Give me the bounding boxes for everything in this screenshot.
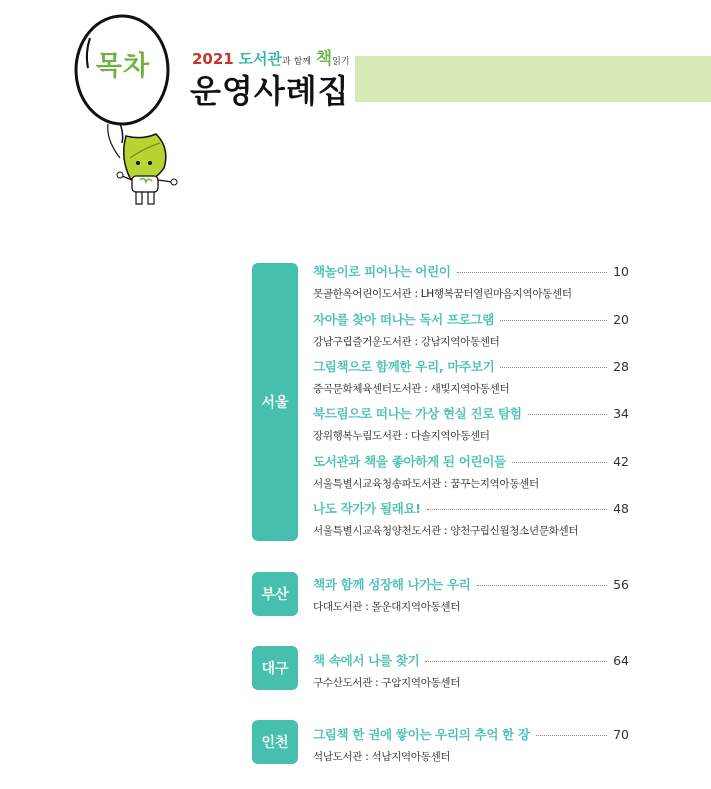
entry-subtitle: 강남구립즐거운도서관 : 강남지역아동센터 bbox=[313, 336, 500, 348]
page-number: 70 bbox=[613, 727, 629, 742]
toc-entry[interactable] bbox=[313, 452, 629, 491]
toc-entry[interactable] bbox=[313, 357, 629, 396]
entry-subtitle: 석남도서관 : 석남지역아동센터 bbox=[313, 751, 451, 763]
region-tag-daegu: 대구 bbox=[252, 646, 298, 690]
toc-entry[interactable] bbox=[313, 575, 629, 614]
leader-dots bbox=[536, 735, 607, 736]
page-number: 64 bbox=[613, 653, 629, 668]
entry-title[interactable]: 북드림으로 떠나는 가상 현실 진로 탐험 bbox=[313, 406, 522, 421]
toc-label: 목차 bbox=[95, 51, 151, 82]
entry-title[interactable]: 나도 작가가 될래요! bbox=[313, 501, 421, 516]
toc-entry[interactable] bbox=[313, 262, 629, 301]
toc-entry[interactable] bbox=[313, 404, 629, 443]
entry-title[interactable]: 책놀이로 피어나는 어린이 bbox=[313, 264, 451, 279]
leader-dots bbox=[500, 320, 607, 321]
region-tag-busan: 부산 bbox=[252, 572, 298, 616]
subtitle-year: 2021 bbox=[192, 50, 234, 68]
entry-subtitle: 서울특별시교육청양천도서관 : 양천구립신월청소년문화센터 bbox=[313, 525, 579, 537]
page-number: 20 bbox=[613, 312, 629, 327]
region-tag-incheon: 인천 bbox=[252, 720, 298, 764]
entry-title[interactable]: 그림책으로 함께한 우리, 마주보기 bbox=[313, 359, 495, 374]
toc-entry[interactable] bbox=[313, 725, 629, 764]
balloon-mascot bbox=[60, 8, 200, 218]
entry-title[interactable]: 그림책 한 권에 쌓이는 우리의 추억 한 장 bbox=[313, 727, 530, 742]
entry-title[interactable]: 자아를 찾아 떠나는 독서 프로그램 bbox=[313, 312, 495, 327]
page-number: 56 bbox=[613, 577, 629, 592]
region-tag-seoul: 서울 bbox=[252, 263, 298, 541]
toc-entry[interactable] bbox=[313, 499, 629, 538]
toc-entry[interactable] bbox=[313, 310, 629, 349]
entry-title[interactable]: 책과 함께 성장해 나가는 우리 bbox=[313, 577, 471, 592]
entry-subtitle: 구수산도서관 : 구암지역아동센터 bbox=[313, 677, 461, 689]
subtitle-library: 도서관 bbox=[238, 50, 283, 68]
entry-subtitle: 못골한옥어린이도서관 : LH행복꿈터열린마음지역아동센터 bbox=[313, 288, 572, 300]
entry-subtitle: 장위행복누림도서관 : 다솔지역아동센터 bbox=[313, 430, 490, 442]
entry-title[interactable]: 도서관과 책을 좋아하게 된 어린이들 bbox=[313, 454, 506, 469]
balloon-mascot-icon bbox=[60, 8, 200, 218]
subtitle-book: 책 bbox=[315, 49, 333, 69]
entry-subtitle: 다대도서관 : 몰운대지역아동센터 bbox=[313, 601, 461, 613]
page-number: 34 bbox=[613, 406, 629, 421]
page-number: 42 bbox=[613, 454, 629, 469]
leader-dots bbox=[477, 585, 607, 586]
subtitle-read: 읽기 bbox=[332, 57, 350, 67]
title-bar bbox=[355, 56, 711, 102]
subtitle-mid: 과 함께 bbox=[282, 57, 311, 67]
leader-dots bbox=[457, 272, 607, 273]
leader-dots bbox=[512, 462, 607, 463]
entry-subtitle: 중곡문화체육센터도서관 : 새빛지역아동센터 bbox=[313, 383, 510, 395]
entry-title[interactable]: 책 속에서 나를 찾기 bbox=[313, 653, 420, 668]
leader-dots bbox=[500, 367, 607, 368]
page-number: 48 bbox=[613, 501, 629, 516]
entry-subtitle: 서울특별시교육청송파도서관 : 꿈꾸는지역아동센터 bbox=[313, 478, 539, 490]
leader-dots bbox=[425, 661, 607, 662]
leader-dots bbox=[528, 414, 607, 415]
page-number: 28 bbox=[613, 359, 629, 374]
page-title: 운영사례집 bbox=[190, 72, 350, 110]
leader-dots bbox=[427, 509, 607, 510]
page-number: 10 bbox=[613, 264, 629, 279]
toc-entry[interactable] bbox=[313, 651, 629, 690]
